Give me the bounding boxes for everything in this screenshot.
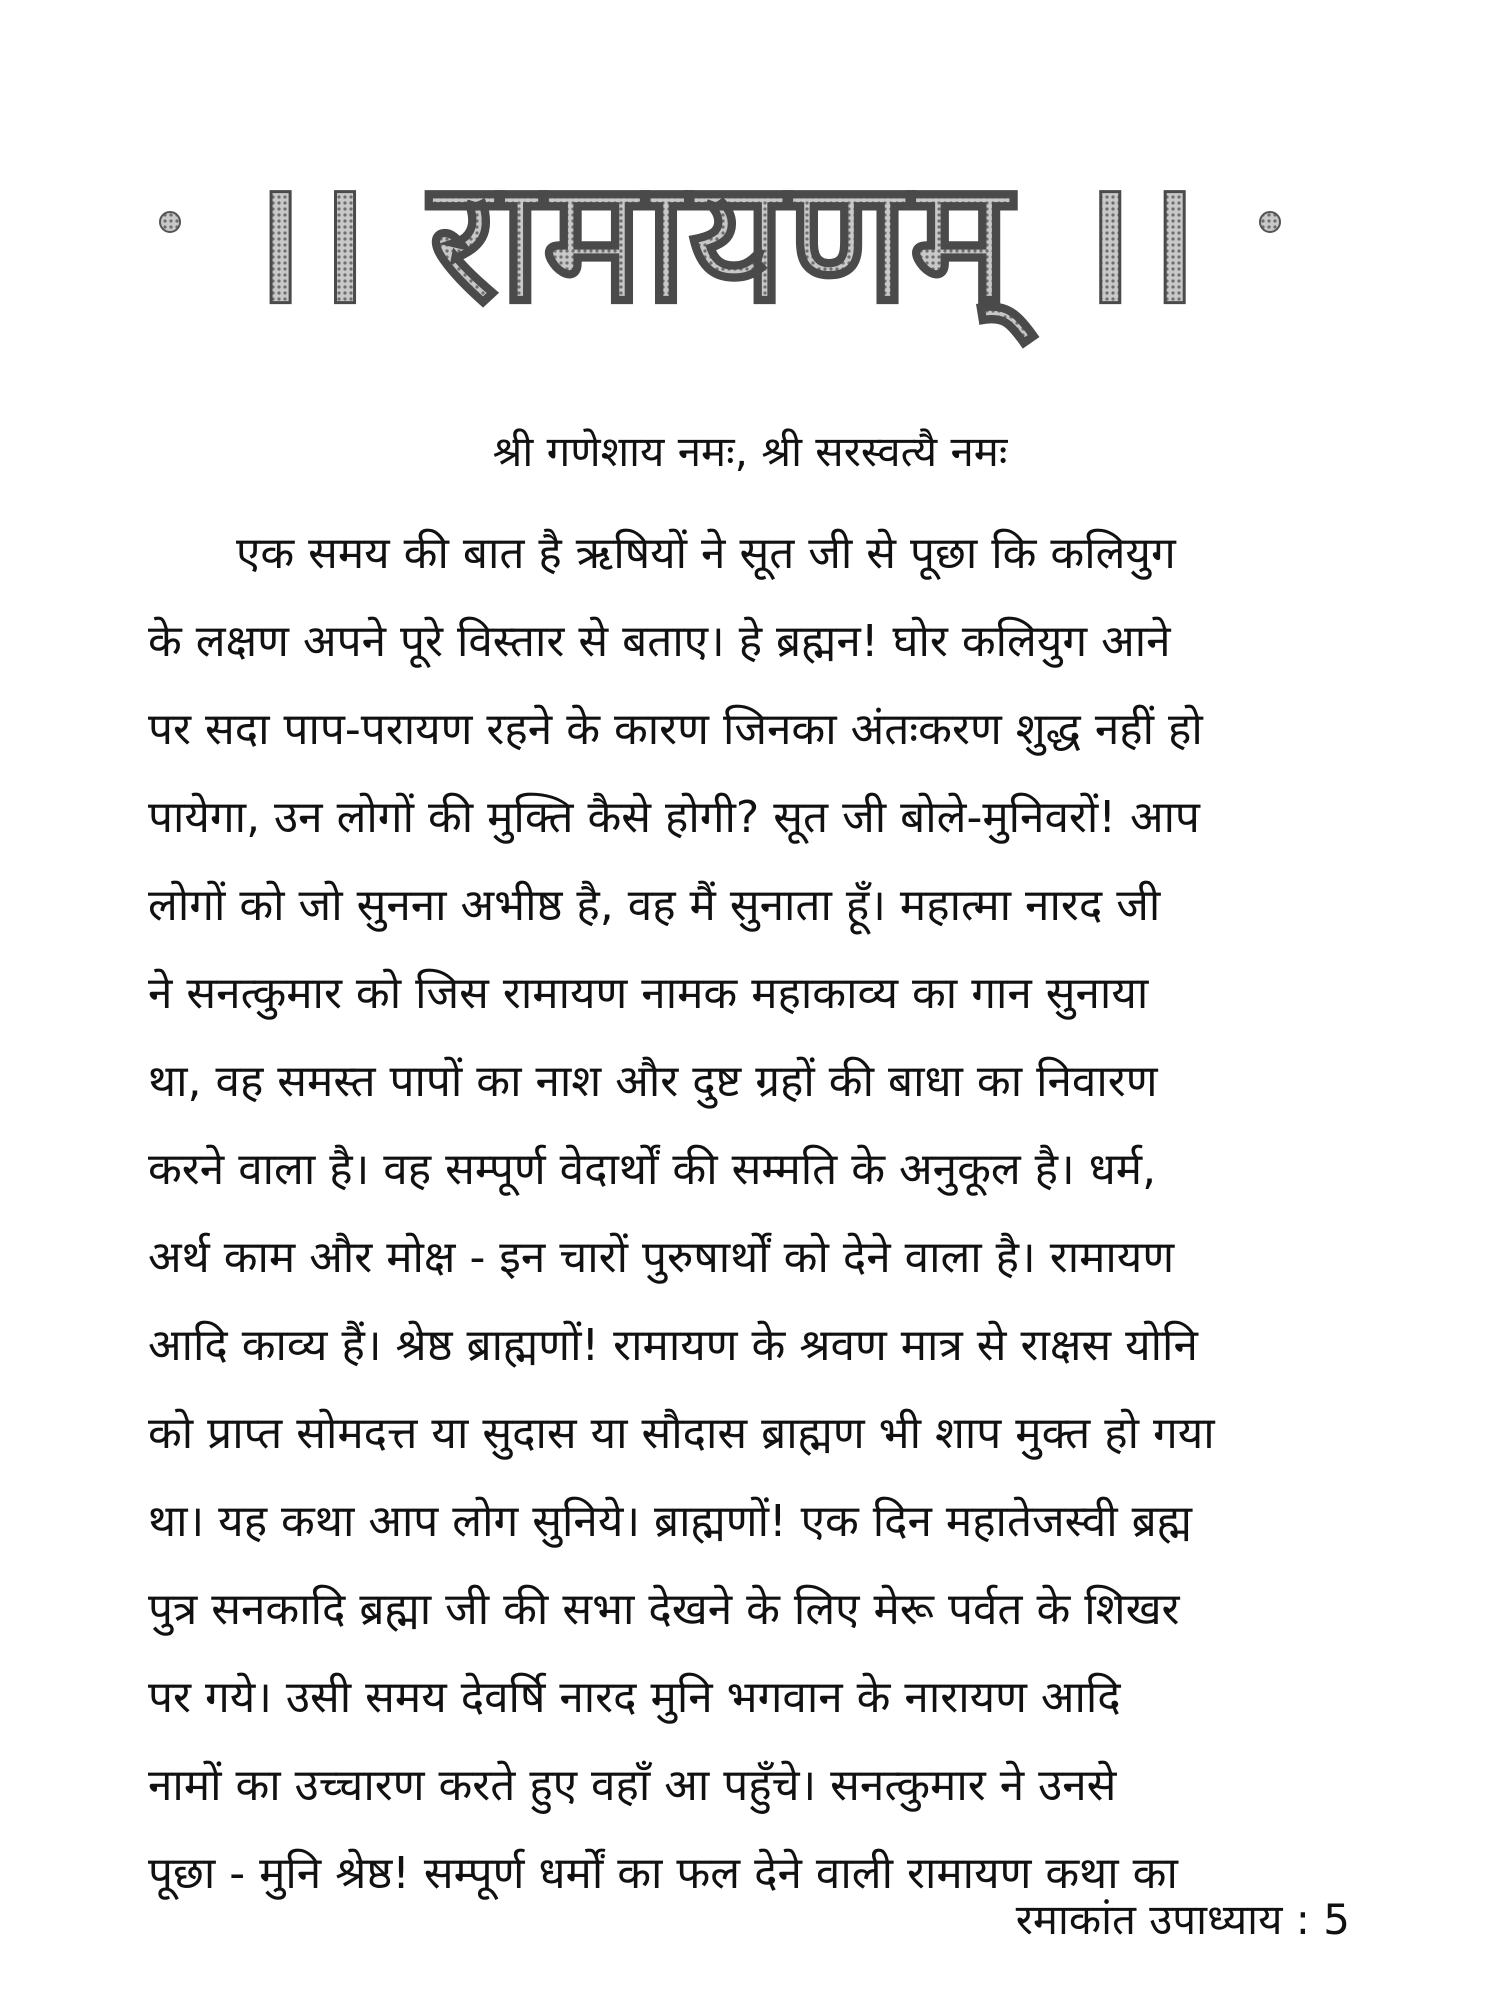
page-title-banner [150, 110, 1290, 410]
text-line: को प्राप्त सोमदत्त या सुदास या सौदास ब्राह्मण भी शाप मुक्त हो गया [148, 1408, 1215, 1459]
text-line: आदि काव्य हैं। श्रेष्ठ ब्राह्मणों! रामायण के श्रवण मात्र से राक्षस योनि [148, 1320, 1198, 1371]
text-line: पर सदा पाप-परायण रहने के कारण जिनका अंतःकरण शुद्ध नहीं हो [148, 704, 1203, 755]
page-title: ।। रामायणम् ।। [240, 143, 1200, 341]
text-line: नामों का उच्चारण करते हुए वहाँ आ पहुँचे। सनत्कुमार ने उनसे [148, 1760, 1117, 1811]
text-line: था, वह समस्त पापों का नाश और दुष्ट ग्रहों की बाधा का निवारण [148, 1056, 1158, 1107]
text-line: अर्थ काम और मोक्ष - इन चारों पुरुषार्थों को देने वाला है। रामायण [148, 1232, 1175, 1283]
text-line: करने वाला है। वह सम्पूर्ण वेदार्थों की सम्मति के अनुकूल है। धर्म, [148, 1144, 1157, 1195]
text-line: के लक्षण अपने पूरे विस्तार से बताए। हे ब्रह्मन! घोर कलियुग आने [148, 616, 1171, 667]
invocation-line: श्री गणेशाय नमः, श्री सरस्वत्यै नमः [492, 427, 1008, 476]
ornament-dot-left [160, 212, 180, 232]
text-line: ने सनत्कुमार को जिस रामायण नामक महाकाव्य का गान सुनाया [148, 968, 1149, 1019]
title-svg [150, 110, 1290, 410]
text-line: लोगों को जो सुनना अभीष्ठ है, वह मैं सुनाता हूँ। महात्मा नारद जी [148, 880, 1161, 931]
body-paragraph [148, 510, 1348, 1918]
text-line: पायेगा, उन लोगों की मुक्ति कैसे होगी? सूत जी बोले-मुनिवरों! आप [148, 792, 1200, 843]
text-line: पूछा - मुनि श्रेष्ठ! सम्पूर्ण धर्मों का फल देने वाली रामायण कथा का [148, 1848, 1178, 1899]
ornament-dot-right [1260, 212, 1280, 232]
text-line: एक समय की बात है ऋषियों ने सूत जी से पूछा कि कलियुग [236, 528, 1176, 579]
text-line: पर गये। उसी समय देवर्षि नारद मुनि भगवान के नारायण आदि [148, 1672, 1121, 1723]
text-line: पुत्र सनकादि ब्रह्मा जी की सभा देखने के लिए मेरू पर्वत के शिखर [148, 1584, 1180, 1635]
text-line: था। यह कथा आप लोग सुनिये। ब्राह्मणों! एक दिन महातेजस्वी ब्रह्म [148, 1496, 1193, 1547]
page-footer: रमाकांत उपाध्याय : 5 [1015, 1895, 1350, 1944]
